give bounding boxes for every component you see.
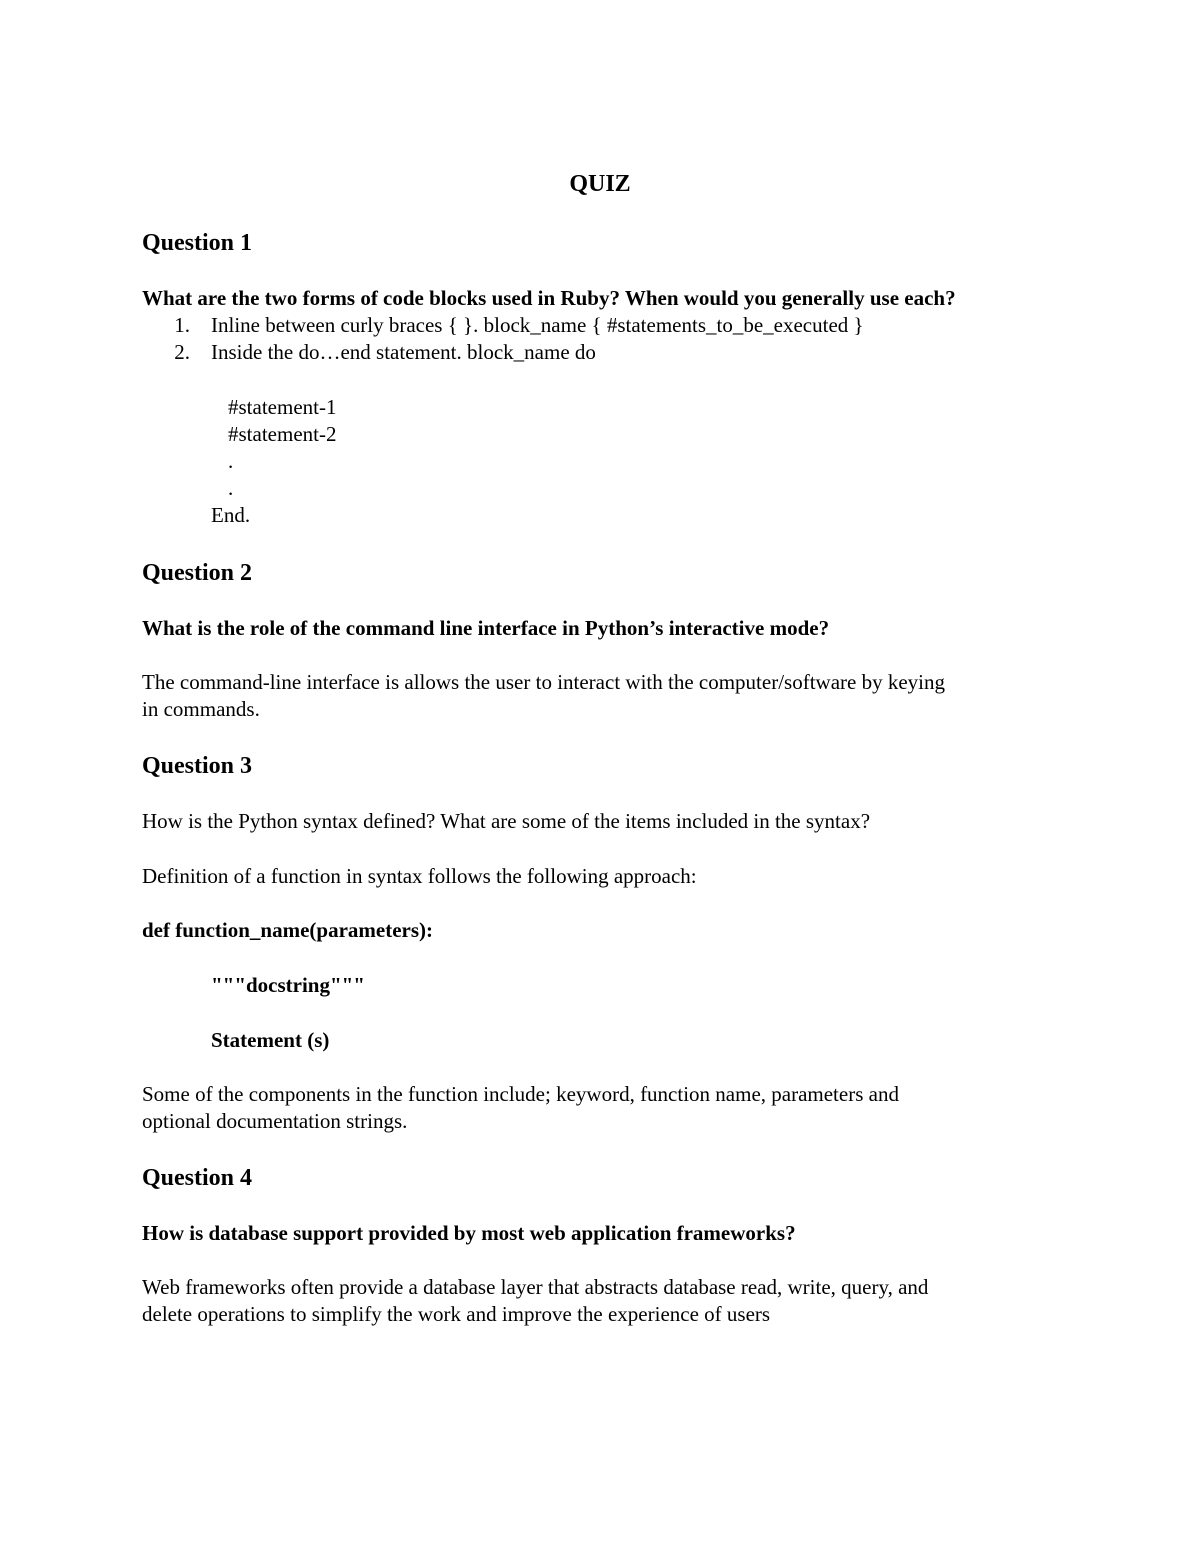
code-line-2: #statement-2 [228,422,337,446]
list-item-1-text: Inline between curly braces { }. block_name { #statements_to_be_executed } [211,313,864,337]
list-item-2-text: Inside the do…end statement. block_name do [211,340,596,364]
function-def-line: def function_name(parameters): [142,918,434,942]
answer-3-intro: Definition of a function in syntax follows the following approach: [142,864,697,888]
question-3-text: How is the Python syntax defined? What are some of the items included in the syntax? [142,809,871,833]
list-item-1-number: 1. [174,313,190,337]
question-4-heading: Question 4 [142,1165,253,1191]
question-4-text: How is database support provided by most web application frameworks? [142,1221,796,1245]
code-line-4: . [228,476,234,500]
question-1-text: What are the two forms of code blocks used in Ruby? When would you generally use each? [142,286,956,310]
answer-3-line-2: optional documentation strings. [142,1109,408,1133]
code-line-1: #statement-1 [228,395,337,419]
code-end-line: End. [211,503,251,527]
docstring-line: """docstring""" [211,973,365,997]
question-2-heading: Question 2 [142,560,253,586]
statement-line: Statement (s) [211,1028,330,1052]
question-3-heading: Question 3 [142,753,253,779]
question-2-text: What is the role of the command line interface in Python’s interactive mode? [142,616,830,640]
page-title: QUIZ [569,171,631,197]
answer-4-line-1: Web frameworks often provide a database layer that abstracts database read, write, query, and [142,1275,929,1299]
answer-2-line-2: in commands. [142,697,260,721]
answer-2-line-1: The command-line interface is allows the user to interact with the computer/software by keying [142,670,945,694]
answer-4-line-2: delete operations to simplify the work and improve the experience of users [142,1302,771,1326]
list-item-2-number: 2. [174,340,190,364]
code-line-3: . [228,449,234,473]
question-1-heading: Question 1 [142,230,253,256]
answer-3-line-1: Some of the components in the function include; keyword, function name, parameters and [142,1082,899,1106]
